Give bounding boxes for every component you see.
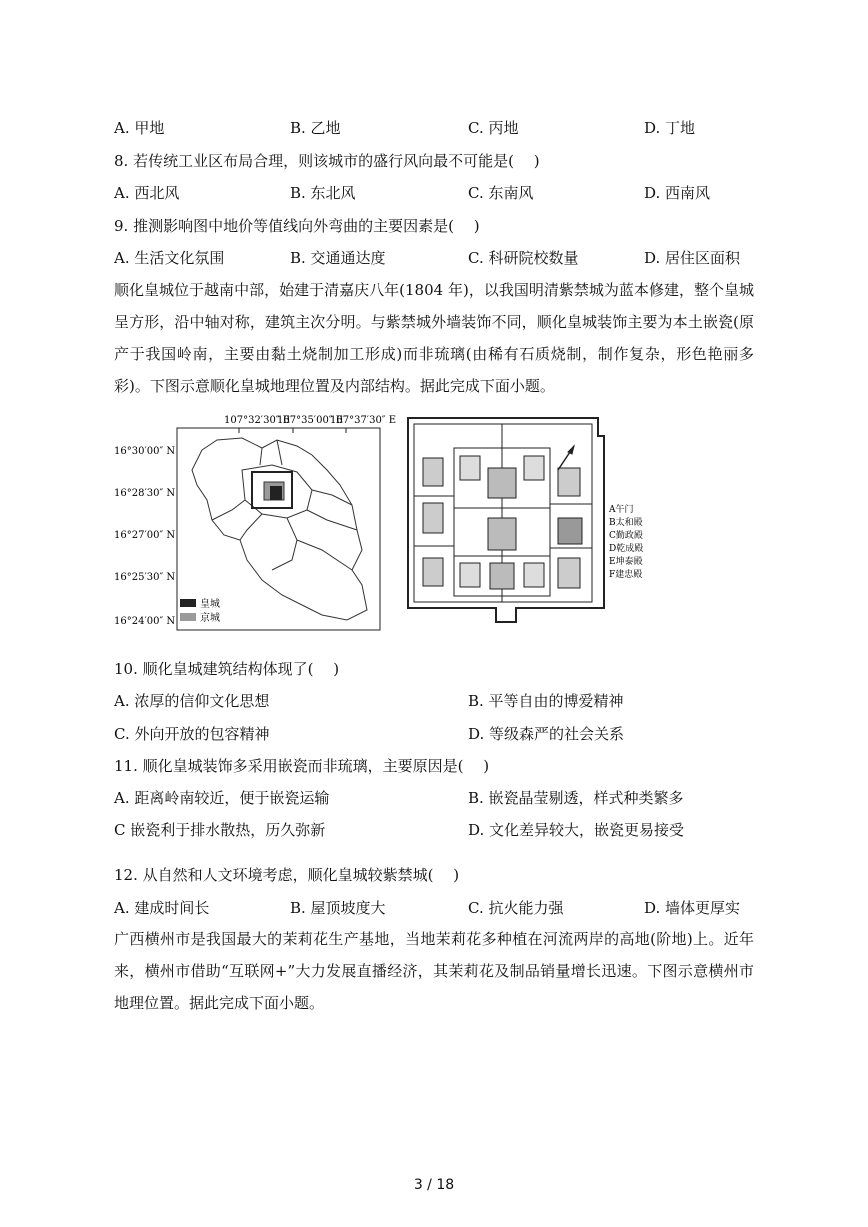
imperial-city-area — [270, 486, 282, 500]
q7-option-a: A. 甲地 — [114, 119, 165, 137]
legend-label-capital: 京城 — [200, 613, 220, 624]
q12-option-c: C. 抗火能力强 — [468, 899, 564, 917]
q12-option-a: A. 建成时间长 — [114, 899, 210, 917]
hue-citadel-plan — [398, 408, 658, 634]
q11-option-d: D. 文化差异较大，嵌瓷更易接受 — [468, 821, 685, 839]
plan-legend-f: F建忠殿 — [609, 570, 643, 580]
q11-option-b: B. 嵌瓷晶莹剔透，样式种类繁多 — [468, 789, 684, 807]
lat-label-4: 16°25′30″ N — [114, 572, 176, 583]
plan-legend-c: C勤政殿 — [609, 531, 643, 541]
q7-option-c: C. 丙地 — [468, 119, 519, 137]
q9-option-a: A. 生活文化氛围 — [114, 249, 225, 267]
q10-option-a: A. 浓厚的信仰文化思想 — [114, 692, 270, 710]
q12-stem: 12. 从自然和人文环境考虑，顺化皇城较紫禁城( ) — [114, 866, 460, 884]
page-number: 3 / 18 — [413, 1177, 455, 1193]
q10-stem: 10. 顺化皇城建筑结构体现了( ) — [114, 660, 340, 678]
q9-option-b: B. 交通通达度 — [290, 249, 386, 267]
lat-label-5: 16°24′00″ N — [114, 616, 176, 627]
north-arrow-icon — [558, 446, 574, 470]
passage-hue-imperial-city: 顺化皇城位于越南中部，始建于清嘉庆八年(1804 年)，以我国明清紫禁城为蓝本修建，整个皇城呈方形，沿中轴对称，建筑主次分明。与紫禁城外墙装饰不同，顺化皇城装饰主要为本土嵌瓷(原产于我国岭南，主要由黏土烧制加工形成)而非琉璃(由稀有石质烧制，制作复杂，形色艳丽多彩)。下图示意顺化皇城地理位置及内部结构。据此完成下面小题。 — [114, 281, 754, 395]
q9-option-d: D. 居住区面积 — [644, 249, 741, 267]
passage-hengzhou-jasmine: 广西横州市是我国最大的茉莉花生产基地，当地茉莉花多种植在河流两岸的高地(阶地)上。近年来，横州市借助“互联网+”大力发展直播经济，其茉莉花及制品销量增长迅速。下图示意横州市地理位置。据此完成下面小题。 — [114, 930, 754, 1012]
q12-option-b: B. 屋顶坡度大 — [290, 899, 386, 917]
legend-label-imperial: 皇城 — [200, 599, 220, 610]
plan-legend-e: E坤泰殿 — [609, 557, 643, 567]
q11-option-a: A. 距离岭南较近，便于嵌瓷运输 — [114, 789, 330, 807]
q8-stem: 8. 若传统工业区布局合理，则该城市的盛行风向最不可能是( ) — [114, 152, 540, 170]
hue-location-map — [112, 410, 397, 632]
q10-option-d: D. 等级森严的社会关系 — [468, 725, 625, 743]
district-boundaries — [192, 438, 367, 620]
q12-option-d: D. 墙体更厚实 — [644, 899, 741, 917]
lat-label-3: 16°27′00″ N — [114, 530, 176, 541]
q8-option-b: B. 东北风 — [290, 184, 356, 202]
lat-label-2: 16°28′30″ N — [114, 488, 176, 499]
q10-option-b: B. 平等自由的博爱精神 — [468, 692, 624, 710]
lon-label-1: 107°32′30″ E — [224, 415, 291, 426]
plan-legend-a: A午门 — [609, 505, 634, 515]
legend-swatch-capital — [180, 613, 196, 621]
q11-option-c: C 嵌瓷利于排水散热，历久弥新 — [114, 821, 326, 839]
q11-stem: 11. 顺化皇城装饰多采用嵌瓷而非琉璃，主要原因是( ) — [114, 757, 490, 775]
citadel-walls — [408, 418, 604, 622]
q8-option-d: D. 西南风 — [644, 184, 711, 202]
plan-legend-d: D乾成殿 — [609, 544, 644, 554]
q9-option-c: C. 科研院校数量 — [468, 249, 579, 267]
lon-label-3: 107°37′30″ E — [330, 415, 397, 426]
plan-legend-b: B太和殿 — [609, 518, 643, 528]
q7-option-b: B. 乙地 — [290, 119, 341, 137]
q7-option-d: D. 丁地 — [644, 119, 696, 137]
q9-stem: 9. 推测影响图中地价等值线向外弯曲的主要因素是( ) — [114, 217, 480, 235]
legend-swatch-imperial — [180, 599, 196, 607]
q8-option-c: C. 东南风 — [468, 184, 534, 202]
q8-option-a: A. 西北风 — [114, 184, 180, 202]
q10-option-c: C. 外向开放的包容精神 — [114, 725, 270, 743]
lon-label-2: 107°35′00″ E — [277, 415, 344, 426]
lat-label-1: 16°30′00″ N — [114, 446, 176, 457]
